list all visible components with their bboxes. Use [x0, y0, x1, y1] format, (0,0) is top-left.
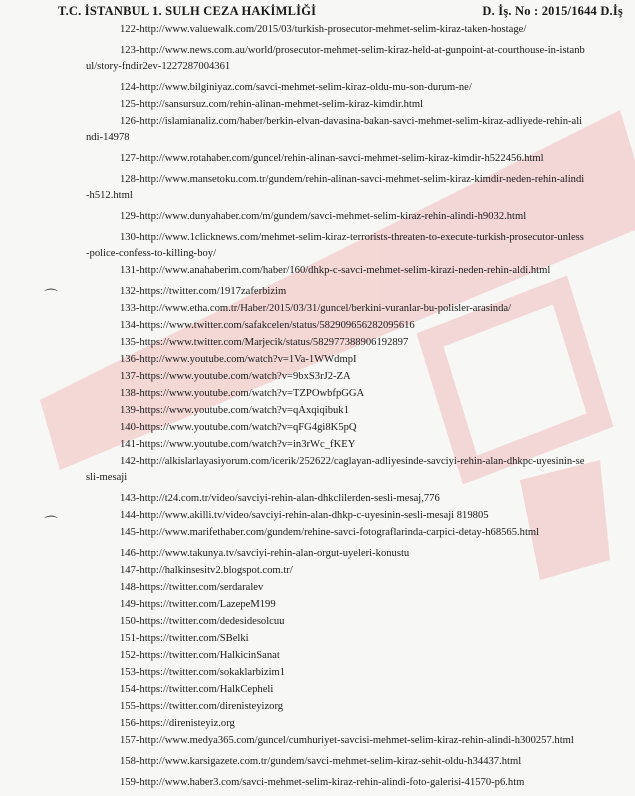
url-list-item: 125-http://sansursuz.com/rehin-alinan-mehmet-selim-kiraz-kimdir.html: [120, 99, 424, 110]
url-list-item: 135-https://www.twitter.com/Marjecik/status/582977388906192897: [120, 337, 409, 348]
court-name: T.C. İSTANBUL 1. SULH CEZA HAKİMLİĞİ: [58, 4, 317, 18]
url-list-item: 159-http://www.haber3.com/savci-mehmet-selim-kiraz-rehin-alindi-foto-galerisi-41570-p6.htm: [120, 777, 525, 788]
url-list-item: 131-http://www.anahaberim.com/haber/160/dhkp-c-savci-mehmet-selim-kirazi-neden-rehin-aldi.html: [120, 265, 551, 276]
url-list-item: 126-http://islamianaliz.com/haber/berkin-elvan-davasina-bakan-savci-mehmet-selim-kiraz-adliyede-rehin-alindi-14978: [86, 116, 583, 143]
url-list-item: 148-https://twitter.com/serdaralev: [120, 582, 264, 593]
url-list-item: 129-http://www.dunyahaber.com/m/gundem/savci-mehmet-selim-kiraz-rehin-alindi-h9032.html: [120, 211, 527, 222]
url-list-item: 158-http://www.karsigazete.com.tr/gundem/savci-mehmet-selim-kiraz-sehit-oldu-h34437.html: [120, 756, 522, 767]
url-list-item: 127-http://www.rotahaber.com/guncel/rehin-alinan-savci-mehmet-selim-kiraz-kimdir-h522456.html: [120, 153, 544, 164]
url-list-item: 157-http://www.medya365.com/guncel/cumhuriyet-savcisi-mehmet-selim-kiraz-rehin-alindi-h300257.html: [120, 735, 574, 746]
margin-bracket-icon: ⌒: [44, 290, 58, 305]
url-list-item: 152-https://twitter.com/HalkicinSanat: [120, 650, 280, 661]
url-list-item: 142-http://alkislarlayasiyorum.com/icerik/252622/caglayan-adliyesinde-savciyi-rehin-alan-dhkpc-uyesinin-sesli-mesaji: [86, 456, 585, 483]
url-list-item: 137-https://www.youtube.com/watch?v=9bxS3rJ2-ZA: [120, 371, 351, 382]
url-list-item: 138-https://www.youtube.com/watch?v=TZPOwbfpGGA: [120, 388, 365, 399]
url-list-item: 149-https://twitter.com/LazepeM199: [120, 599, 276, 610]
margin-bracket-icon: ⌒: [44, 517, 58, 532]
url-list-item: 130-http://www.1clicknews.com/mehmet-selim-kiraz-terrorists-threaten-to-execute-turkish-prosecutor-unless-police-confess-to-killing-boy/: [86, 232, 584, 259]
url-list-item: 141-https://www.youtube.com/watch?v=in3rWc_fKEY: [120, 439, 356, 450]
url-list-item: 151-https://twitter.com/SBelki: [120, 633, 249, 644]
url-list-item: 147-http://halkinsesitv2.blogspot.com.tr/: [120, 565, 293, 576]
url-list-item: 139-https://www.youtube.com/watch?v=qAxqiqibuk1: [120, 405, 349, 416]
url-list-item: 132-https://twitter.com/1917zaferbizim: [120, 286, 287, 297]
url-list-item: 128-http://www.mansetoku.com.tr/gundem/rehin-alinan-savci-mehmet-selim-kiraz-kimdir-neden-rehin-alindi-h512.html: [86, 174, 585, 201]
url-list-item: 154-https://twitter.com/HalkCepheli: [120, 684, 274, 695]
url-list-item: 133-http://www.etha.com.tr/Haber/2015/03/31/guncel/berkini-vuranlar-bu-polisler-arasinda/: [120, 303, 512, 314]
url-list-item: 156-https://direnisteyiz.org: [120, 718, 235, 729]
url-list-item: 136-http://www.youtube.com/watch?v=1Va-1WWdmpI: [120, 354, 357, 365]
url-list-item: 153-https://twitter.com/sokaklarbizim1: [120, 667, 286, 678]
case-number: D. İş. No : 2015/1644 D.İş: [482, 4, 623, 18]
url-list: [0, 22, 635, 796]
url-list-item: 140-https://www.youtube.com/watch?v=qFG4gi8K5pQ: [120, 422, 357, 433]
url-list-item: 123-http://www.news.com.au/world/prosecutor-mehmet-selim-kiraz-held-at-gunpoint-at-courthouse-in-istanbul/story-fndir2ev-1227287004361: [86, 45, 585, 72]
url-list-item: 155-https://twitter.com/direnisteyizorg: [120, 701, 284, 712]
url-list-item: 146-http://www.takunya.tv/savciyi-rehin-alan-orgut-uyeleri-konustu: [120, 548, 410, 559]
url-list-item: 122-http://www.valuewalk.com/2015/03/turkish-prosecutor-mehmet-selim-kiraz-taken-hostage/: [120, 24, 527, 35]
url-list-item: 150-https://twitter.com/dedesidesolcuu: [120, 616, 285, 627]
url-list-item: 124-http://www.bilginiyaz.com/savci-mehmet-selim-kiraz-oldu-mu-son-durum-ne/: [120, 82, 472, 93]
url-list-item: 134-https://www.twitter.com/safakcelen/status/582909656282095616: [120, 320, 415, 331]
document-header: [58, 4, 623, 19]
url-list-item: 145-http://www.marifethaber.com/gundem/rehine-savci-fotograflarinda-carpici-detay-h68565.html: [120, 527, 540, 538]
url-list-item: 143-http://t24.com.tr/video/savciyi-rehin-alan-dhkclilerden-sesli-mesaj,776: [120, 493, 440, 504]
url-list-item: 144-http://www.akilli.tv/video/savciyi-rehin-alan-dhkp-c-uyesinin-sesli-mesaji 819805: [120, 510, 489, 521]
